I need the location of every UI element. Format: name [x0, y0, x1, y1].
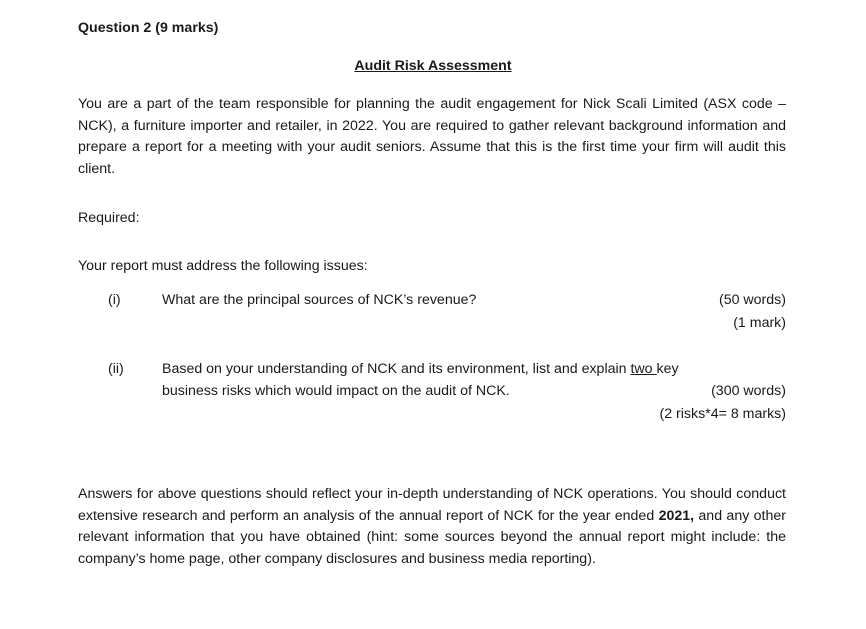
question-2-line-1-start: Based on your understanding of NCK and its environment, list and explain	[162, 361, 631, 377]
question-2-emphasis: two	[630, 361, 657, 377]
closing-text-start: Answers for above questions should reflect your in-depth understanding of NCK operations. You should conduct extensive research and perform an analysis of the annual report of NCK for the year ended	[78, 486, 786, 524]
question-heading: Question 2 (9 marks)	[78, 20, 219, 36]
question-1-number: (i)	[108, 292, 121, 308]
closing-year: 2021,	[658, 507, 695, 524]
required-label: Required:	[78, 210, 140, 226]
question-1-text: What are the principal sources of NCK’s revenue?	[162, 292, 477, 308]
intro-paragraph: You are a part of the team responsible for planning the audit engagement for Nick Scali Limited (ASX code – NCK), a furniture importer and retailer, in 2022. You are required to gather relevant background information and prepare a report for a meeting with your audit seniors. Assume that this is the first time your firm will audit this client.	[78, 96, 786, 177]
question-2-number: (ii)	[108, 361, 124, 377]
question-2-marks: (2 risks*4= 8 marks)	[659, 406, 786, 422]
document-title: Audit Risk Assessment	[354, 58, 512, 74]
question-2-line-1-end: key	[656, 361, 679, 377]
question-2-word-limit: (300 words)	[711, 383, 786, 399]
issues-intro: Your report must address the following issues:	[78, 258, 368, 274]
question-1-marks: (1 mark)	[733, 315, 786, 331]
closing-text-end: and any other relevant information that you have obtained (hint: some sources beyond the annual report might include: the company’s home page, other company disclosures and business media reporting).	[78, 507, 786, 567]
question-2-line-2: business risks which would impact on the audit of NCK.	[162, 383, 510, 399]
question-1-word-limit: (50 words)	[718, 292, 786, 308]
question-2-line-1	[162, 359, 679, 379]
closing-paragraph	[78, 484, 786, 570]
